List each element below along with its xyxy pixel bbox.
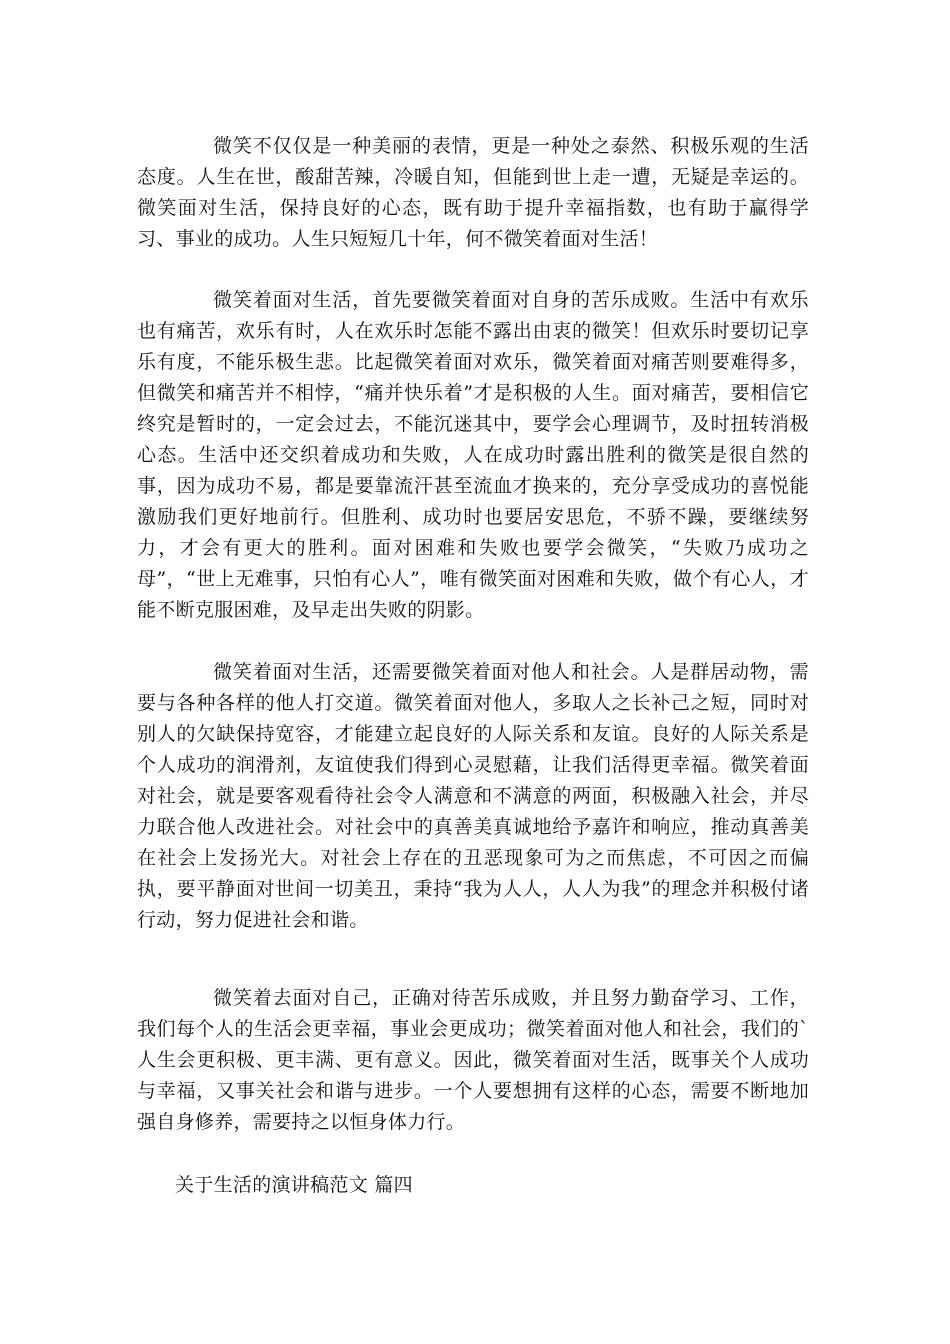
paragraph-2: 微笑着面对生活，首先要微笑着面对自身的苦乐成败。生活中有欢乐也有痛苦，欢乐有时，人在欢乐时怎能不露出由衷的微笑！但欢乐时要切记享乐有度，不能乐极生悲。比起微笑着面对欢乐，微笑着面对痛苦则要难得多，但微笑和痛苦并不相悖，“痛并快乐着”才是积极的人生。面对痛苦，要相信它终究是暂时的，一定会过去，不能沉迷其中，要学会心理调节，及时扭转消极心态。生活中还交织着成功和失败，人在成功时露出胜利的微笑是很自然的事，因为成功不易，都是要靠流汗甚至流血才换来的，充分享受成功的喜悦能激励我们更好地前行。但胜利、成功时也要居安思危，不骄不躁，要继续努力，才会有更大的胜利。面对困难和失败也要学会微笑，“失败乃成功之母”，“世上无难事，只怕有心人”，唯有微笑面对困难和失败，做个有心人，才能不断克服困难，及早走出失败的阴影。 — [137, 289, 809, 621]
section-heading: 关于生活的演讲稿范文 篇四 — [175, 1174, 413, 1196]
paragraph-4: 微笑着去面对自己，正确对待苦乐成败，并且努力勤奋学习、工作，我们每个人的生活会更幸福，事业会更成功；微笑着面对他人和社会，我们的`人生会更积极、更丰满、更有意义。因此，微笑着面对生活，既事关个人成功与幸福，又事关社会和谐与进步。一个人要想拥有这样的心态，需要不断地加强自身修养，需要持之以恒身体力行。 — [137, 987, 809, 1133]
paragraph-3: 微笑着面对生活，还需要微笑着面对他人和社会。人是群居动物，需要与各种各样的他人打交道。微笑着面对他人，多取人之长补己之短，同时对别人的欠缺保持宽容，才能建立起良好的人际关系和友谊。良好的人际关系是个人成功的润滑剂，友谊使我们得到心灵慰藉，让我们活得更幸福。微笑着面对社会，就是要客观看待社会令人满意和不满意的两面，积极融入社会，并尽力联合他人改进社会。对社会中的真善美真诚地给予嘉许和响应，推动真善美在社会上发扬光大。对社会上存在的丑恶现象可为之而焦虑，不可因之而偏执，要平静面对世间一切美丑，秉持“我为人人，人人为我”的理念并积极付诸行动，努力促进社会和谐。 — [137, 661, 809, 931]
paragraph-1: 微笑不仅仅是一种美丽的表情，更是一种处之泰然、积极乐观的生活态度。人生在世，酸甜苦辣，冷暖自知，但能到世上走一遭，无疑是幸运的。微笑面对生活，保持良好的心态，既有助于提升幸福指数，也有助于赢得学习、事业的成功。人生只短短几十年，何不微笑着面对生活！ — [137, 135, 809, 250]
